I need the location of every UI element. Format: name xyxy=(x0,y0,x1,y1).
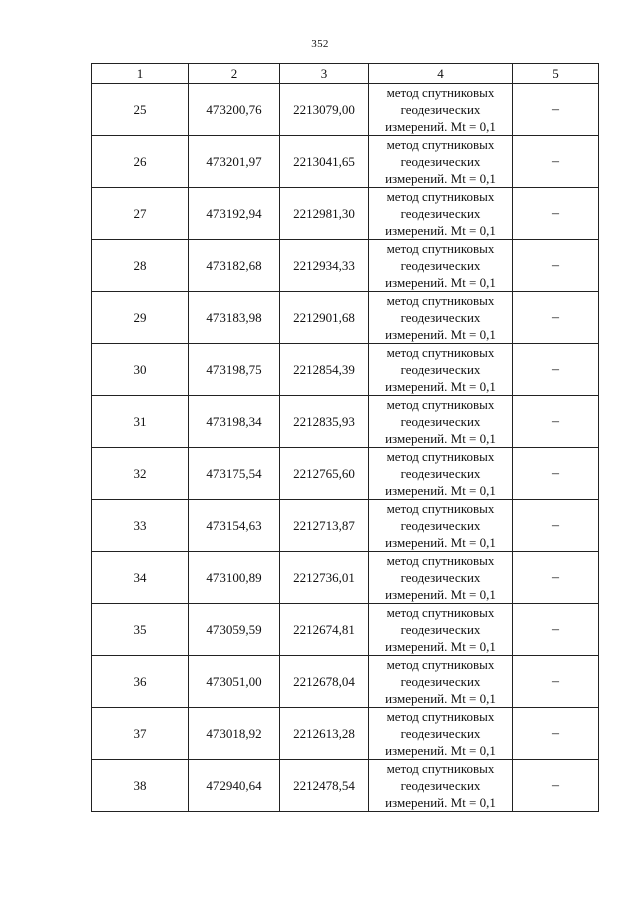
method-cell: метод спутниковых геодезических измерений. Mt = 0,1 xyxy=(369,344,513,396)
y-coordinate-cell: 2213079,00 xyxy=(280,84,369,136)
x-coordinate-cell: 473018,92 xyxy=(189,708,280,760)
y-coordinate-cell: 2212854,39 xyxy=(280,344,369,396)
point-number-cell: 33 xyxy=(92,500,189,552)
table-row xyxy=(92,292,599,344)
point-number-cell: 34 xyxy=(92,552,189,604)
column-header: 4 xyxy=(369,64,513,84)
point-number-cell: 28 xyxy=(92,240,189,292)
x-coordinate-cell: 473175,54 xyxy=(189,448,280,500)
method-cell: метод спутниковых геодезических измерений. Mt = 0,1 xyxy=(369,188,513,240)
point-number-cell: 32 xyxy=(92,448,189,500)
note-cell: – xyxy=(513,188,599,240)
point-number-cell: 36 xyxy=(92,656,189,708)
method-cell: метод спутниковых геодезических измерений. Mt = 0,1 xyxy=(369,708,513,760)
method-cell: метод спутниковых геодезических измерений. Mt = 0,1 xyxy=(369,292,513,344)
note-cell: – xyxy=(513,448,599,500)
x-coordinate-cell: 473192,94 xyxy=(189,188,280,240)
x-coordinate-cell: 473051,00 xyxy=(189,656,280,708)
point-number-cell: 38 xyxy=(92,760,189,812)
point-number-cell: 25 xyxy=(92,84,189,136)
x-coordinate-cell: 472940,64 xyxy=(189,760,280,812)
method-cell: метод спутниковых геодезических измерений. Mt = 0,1 xyxy=(369,136,513,188)
table-row xyxy=(92,604,599,656)
note-cell: – xyxy=(513,500,599,552)
x-coordinate-cell: 473201,97 xyxy=(189,136,280,188)
y-coordinate-cell: 2212736,01 xyxy=(280,552,369,604)
note-cell: – xyxy=(513,240,599,292)
table-row xyxy=(92,500,599,552)
coordinates-table xyxy=(91,63,599,812)
table-row xyxy=(92,760,599,812)
note-cell: – xyxy=(513,708,599,760)
column-header: 3 xyxy=(280,64,369,84)
y-coordinate-cell: 2212901,68 xyxy=(280,292,369,344)
table-row xyxy=(92,656,599,708)
point-number-cell: 30 xyxy=(92,344,189,396)
table-row xyxy=(92,448,599,500)
y-coordinate-cell: 2212678,04 xyxy=(280,656,369,708)
x-coordinate-cell: 473198,75 xyxy=(189,344,280,396)
x-coordinate-cell: 473154,63 xyxy=(189,500,280,552)
table-header-row xyxy=(92,64,599,84)
table-row xyxy=(92,344,599,396)
y-coordinate-cell: 2212478,54 xyxy=(280,760,369,812)
x-coordinate-cell: 473183,98 xyxy=(189,292,280,344)
y-coordinate-cell: 2212934,33 xyxy=(280,240,369,292)
note-cell: – xyxy=(513,84,599,136)
method-cell: метод спутниковых геодезических измерений. Mt = 0,1 xyxy=(369,552,513,604)
y-coordinate-cell: 2213041,65 xyxy=(280,136,369,188)
point-number-cell: 27 xyxy=(92,188,189,240)
note-cell: – xyxy=(513,552,599,604)
y-coordinate-cell: 2212835,93 xyxy=(280,396,369,448)
table-row xyxy=(92,552,599,604)
y-coordinate-cell: 2212981,30 xyxy=(280,188,369,240)
table-row xyxy=(92,84,599,136)
page-number: 352 xyxy=(311,38,329,50)
y-coordinate-cell: 2212674,81 xyxy=(280,604,369,656)
method-cell: метод спутниковых геодезических измерений. Mt = 0,1 xyxy=(369,500,513,552)
point-number-cell: 26 xyxy=(92,136,189,188)
table-row xyxy=(92,708,599,760)
note-cell: – xyxy=(513,604,599,656)
x-coordinate-cell: 473200,76 xyxy=(189,84,280,136)
note-cell: – xyxy=(513,396,599,448)
note-cell: – xyxy=(513,344,599,396)
table-row xyxy=(92,240,599,292)
method-cell: метод спутниковых геодезических измерений. Mt = 0,1 xyxy=(369,240,513,292)
method-cell: метод спутниковых геодезических измерений. Mt = 0,1 xyxy=(369,448,513,500)
point-number-cell: 29 xyxy=(92,292,189,344)
x-coordinate-cell: 473182,68 xyxy=(189,240,280,292)
note-cell: – xyxy=(513,656,599,708)
x-coordinate-cell: 473198,34 xyxy=(189,396,280,448)
x-coordinate-cell: 473100,89 xyxy=(189,552,280,604)
note-cell: – xyxy=(513,136,599,188)
table-row xyxy=(92,188,599,240)
point-number-cell: 35 xyxy=(92,604,189,656)
y-coordinate-cell: 2212613,28 xyxy=(280,708,369,760)
note-cell: – xyxy=(513,760,599,812)
column-header: 1 xyxy=(92,64,189,84)
method-cell: метод спутниковых геодезических измерений. Mt = 0,1 xyxy=(369,656,513,708)
method-cell: метод спутниковых геодезических измерений. Mt = 0,1 xyxy=(369,84,513,136)
y-coordinate-cell: 2212713,87 xyxy=(280,500,369,552)
note-cell: – xyxy=(513,292,599,344)
method-cell: метод спутниковых геодезических измерений. Mt = 0,1 xyxy=(369,604,513,656)
x-coordinate-cell: 473059,59 xyxy=(189,604,280,656)
method-cell: метод спутниковых геодезических измерений. Mt = 0,1 xyxy=(369,396,513,448)
table-row xyxy=(92,136,599,188)
point-number-cell: 37 xyxy=(92,708,189,760)
method-cell: метод спутниковых геодезических измерений. Mt = 0,1 xyxy=(369,760,513,812)
table-row xyxy=(92,396,599,448)
point-number-cell: 31 xyxy=(92,396,189,448)
y-coordinate-cell: 2212765,60 xyxy=(280,448,369,500)
column-header: 5 xyxy=(513,64,599,84)
column-header: 2 xyxy=(189,64,280,84)
